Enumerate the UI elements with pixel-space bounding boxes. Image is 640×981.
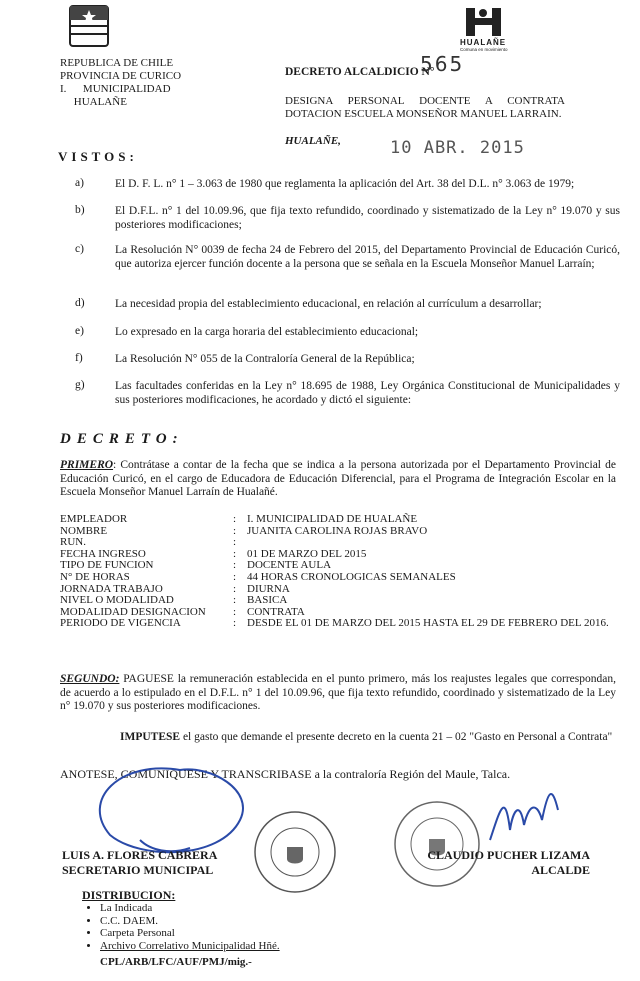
mayor-block [405,848,590,878]
row-key: FECHA INGRESO [60,547,146,560]
table-row: EMPLEADOR : I. MUNICIPALIDAD DE HUALAÑE [60,514,617,526]
row-key: NIVEL O MODALIDAD [60,594,174,607]
primero-label: PRIMERO [60,459,114,471]
secretary-seal [250,807,340,897]
item-text: La Resolución N° 0039 de fecha 24 de Febrero del 2015, del Departamento Provincial de Educación Curicó, que autoriza ejercer función docente a la persona que se señala en la Escuela Monseñor Manuel Larraín; [115,244,620,270]
imputese-text: el gasto que demande el presente decreto en la cuenta 21 – 02 "Gasto en Personal a Contrata" [180,731,613,743]
place-label: HUALAÑE, [285,135,341,147]
list-item: • C.C. DAEM. [100,915,280,928]
initials-line: CPL/ARB/LFC/AUF/PMJ/mig.- [100,956,252,968]
table-row: RUN. : [60,537,617,549]
item-letter: e) [75,325,84,337]
item-letter: g) [75,379,85,391]
table-row: JORNADA TRABAJO : DIURNA [60,584,617,596]
row-value: CONTRATA [247,605,305,618]
issuer-block [60,57,181,109]
decreto-label: DECRETO ALCALDICIO N° [285,66,435,78]
table-row: PERIODO DE VIGENCIA : DESDE EL 01 DE MARZO DEL 2015 HASTA EL 29 DE FEBRERO DEL 2016. [60,618,617,630]
decree-subject: DESIGNA PERSONAL DOCENTE A CONTRATA DOTACION ESCUELA MONSEÑOR MANUEL LARRAIN. [285,95,565,120]
hualane-logo-icon [462,6,510,38]
row-key: JORNADA TRABAJO [60,582,163,595]
logo-subtext: Comuna en movimiento [460,47,508,52]
table-row: N° DE HORAS : 44 HORAS CRONOLOGICAS SEMANALES [60,572,617,584]
item-text: El D. F. L. n° 1 – 3.063 de 1980 que reglamenta la aplicación del Art. 38 del D.L. n° 3.063 de 1979; [115,178,575,190]
row-value: JUANITA CAROLINA ROJAS BRAVO [247,524,428,537]
vistos-heading: VISTOS: [58,149,138,164]
row-key: EMPLEADOR [60,513,128,525]
table-row: NIVEL O MODALIDAD : BASICA [60,595,617,607]
row-value: 01 DE MARZO DEL 2015 [247,547,367,560]
coat-of-arms-logo [62,2,117,52]
secretary-title: SECRETARIO MUNICIPAL [62,863,214,877]
row-key: MODALIDAD DESIGNACION [60,605,206,618]
table-row: FECHA INGRESO : 01 DE MARZO DEL 2015 [60,549,617,561]
anotese-line: ANOTESE, COMUNIQUESE Y TRANSCRIBASE a la contraloría Región del Maule, Talca. [60,767,511,781]
row-value: DESDE EL 01 DE MARZO DEL 2015 HASTA EL 29 DE FEBRERO DEL 2016. [247,617,609,630]
item-text: Las facultades conferidas en la Ley n° 18.695 de 1988, Ley Orgánica Constitucional de Municipalidades y sus posteriores modificaciones, he acordado y dictó el siguiente: [115,380,620,406]
secretary-name: LUIS A. FLORES CABRERA [62,848,218,862]
employee-table [60,514,617,630]
table-row: NOMBRE : JUANITA CAROLINA ROJAS BRAVO [60,526,617,538]
row-value: 44 HORAS CRONOLOGICAS SEMANALES [247,570,456,583]
mayor-name: CLAUDIO PUCHER LIZAMA [427,848,590,862]
distribution-list [82,902,280,952]
row-value: DIURNA [247,582,290,595]
segundo-paragraph [60,673,616,714]
table-row: MODALIDAD DESIGNACION : CONTRATA [60,607,617,619]
item-letter: c) [75,243,84,255]
row-key: NOMBRE [60,524,108,537]
mayor-signature [480,780,570,850]
item-text: Lo expresado en la carga horaria del establecimiento educacional; [115,326,419,338]
imputese-label: IMPUTESE [120,731,181,743]
issuer-line: PROVINCIA DE CURICO [60,70,182,82]
item-letter: f) [75,352,83,364]
item-text: La necesidad propia del establecimiento educacional, en relación al currículum a desarrollar; [115,298,542,310]
row-key: N° DE HORAS [60,570,130,583]
row-key: RUN. [60,536,86,549]
table-row: TIPO DE FUNCION : DOCENTE AULA [60,560,617,572]
decreto-heading: DECRETO: [60,431,184,447]
primero-paragraph [60,459,616,500]
item-letter: a) [75,177,84,189]
secretary-block [62,848,217,878]
item-text: La Resolución N° 055 de la Contraloría General de la República; [115,353,415,365]
issuer-line: REPUBLICA DE CHILE [60,57,174,69]
list-item: • Carpeta Personal [100,927,280,940]
list-item: • Archivo Correlativo Municipalidad Hñé. [100,940,280,953]
date-stamp: 10 ABR. 2015 [390,138,525,158]
segundo-text: PAGUESE la remuneración establecida en el punto primero, más los reajustes legales que correspondan, de acuerdo a lo estipulado en el D.F.L. n° 1 del 10.09.96, que fija texto refundido, coordinado y sistematizado de la Ley n° 19.070 y sus posteriores modificaciones. [60,673,616,712]
row-value: I. MUNICIPALIDAD DE HUALAÑE [247,513,418,525]
imputese-paragraph [60,731,616,745]
list-item: • La Indicada [100,902,280,915]
item-text: El D.F.L. n° 1 del 10.09.96, que fija texto refundido, coordinado y sistematizado de la Ley n° 19.070 y sus posteriores modificaciones; [115,205,620,231]
issuer-line: HUALAÑE [60,96,127,108]
item-letter: d) [75,297,85,309]
segundo-label: SEGUNDO: [60,673,120,685]
row-value: DOCENTE AULA [247,559,332,572]
row-key: TIPO DE FUNCION [60,559,154,572]
primero-text: : Contrátase a contar de la fecha que se indica a la persona autorizada por el Departamento Provincial de Educación Curicó, en el cargo de Educadora de Educación Diferencial, para el Programa de Integración Escolar en la Escuela Monseñor Manuel Larraín de Hualañé. [60,459,616,498]
row-key: PERIODO DE VIGENCIA [60,617,181,630]
row-value: BASICA [247,594,288,607]
issuer-line: I. MUNICIPALIDAD [60,83,171,95]
logo-text: HUALAÑE [460,38,507,47]
item-letter: b) [75,204,85,216]
mayor-title: ALCALDE [531,863,590,877]
distribution-heading: DISTRIBUCION: [82,888,176,902]
decreto-number: 565 [420,52,465,76]
